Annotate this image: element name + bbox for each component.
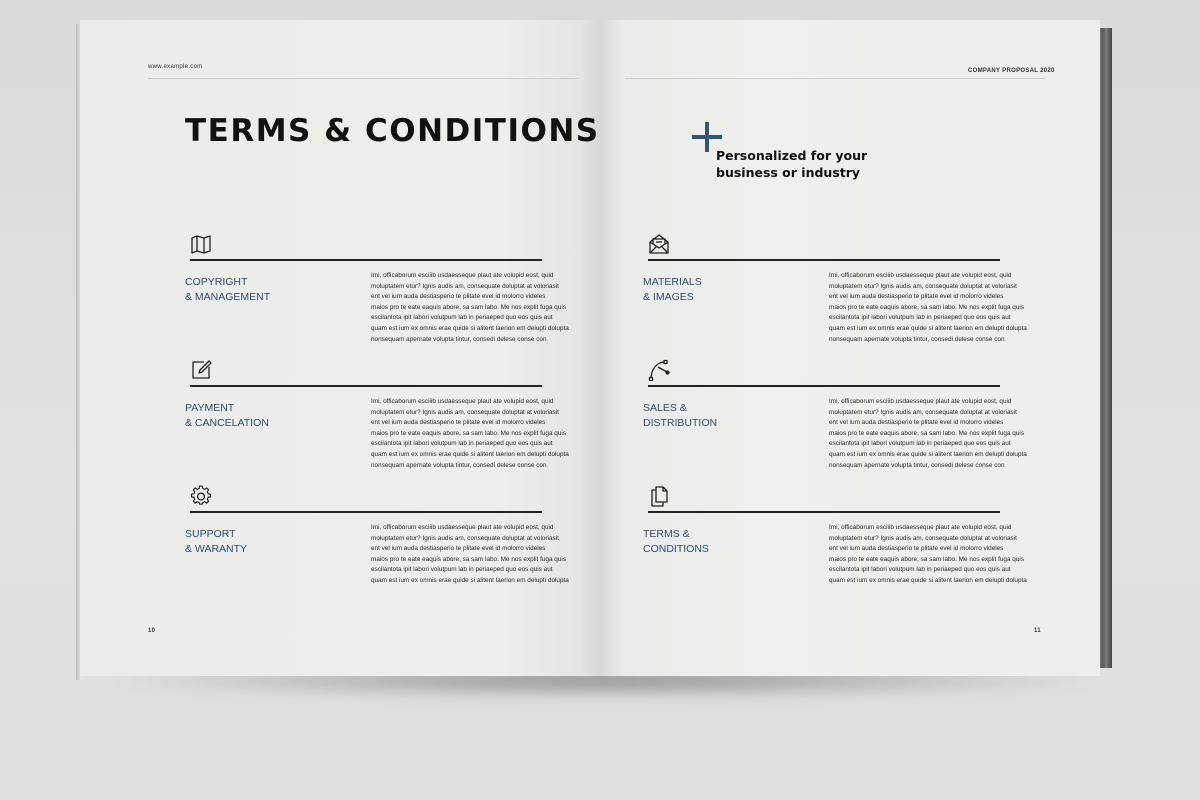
body-line: moluptatem etur? Ignis audis am, consequate doluptat at voloriasit: [371, 282, 559, 290]
body-line: escilantota ipit labori volutpum lab in periaeped quo eos quis aut: [829, 566, 1011, 574]
body-line: nonsequam apernate volupta tintur, consedi delese conse con: [371, 461, 547, 469]
section-rule: [190, 385, 542, 387]
body-line: moluptatem etur? Ignis audis am, consequate doluptat at voloriasit: [829, 534, 1017, 542]
body-line: ent vel ium auda destiasperio te plitate evel id molorro videles: [829, 545, 1004, 553]
header-url: www.example.com: [148, 64, 203, 70]
body-line: quam est ium ex omnis erae quide si alitent laerion em delupti dolupta: [371, 324, 569, 332]
body-line: Imi, officaborum esciiib usdaesseque plaut ate volupid eost, quid: [829, 272, 1012, 279]
body-line: quam est ium ex omnis erae quide si alitent laerion em delupti dolupta: [371, 576, 569, 584]
section-rule: [648, 511, 1000, 513]
heading-line: MATERIALS: [643, 276, 702, 288]
section-body: [371, 523, 569, 587]
body-line: Imi, officaborum esciiib usdaesseque plaut ate volupid eost, quid: [371, 524, 554, 531]
body-line: escilantota ipit labori volutpum lab in periaeped quo eos quis aut: [371, 566, 553, 574]
section-heading: [185, 275, 355, 304]
heading-line: SUPPORT: [185, 528, 236, 540]
page-number-right: 11: [1034, 628, 1041, 634]
body-line: ent vel ium auda destiasperio te plitate evel id molorro videles: [829, 293, 1004, 301]
tagline-line-1: Personalized for your: [716, 148, 868, 163]
body-line: Imi, officaborum esciiib usdaesseque plaut ate volupid eost, quid: [371, 398, 554, 405]
section-rule: [648, 259, 1000, 261]
heading-line: CONDITIONS: [643, 542, 709, 555]
heading-line: & IMAGES: [643, 290, 694, 303]
body-line: ent vel ium auda destiasperio te plitate evel id molorro videles: [371, 545, 546, 553]
map-icon: [190, 233, 212, 255]
section-rule: [648, 385, 1000, 387]
mail-icon: [648, 233, 670, 255]
body-line: quam est ium ex omnis erae quide si alitent laerion em delupti dolupta: [829, 450, 1027, 458]
tagline: [716, 147, 916, 181]
body-line: maios pro te eate eaquis abore, sa sam labo. Me nos explit fuga quis: [829, 429, 1025, 437]
gear-icon: [190, 485, 212, 507]
section-body: [371, 397, 569, 471]
tagline-line-2: business or industry: [716, 165, 861, 180]
section-body: [829, 523, 1027, 587]
header-title: COMPANY PROPOSAL 2020: [968, 68, 1055, 74]
heading-line: DISTRIBUTION: [643, 416, 718, 429]
body-line: escilantota ipit labori volutpum lab in periaeped quo eos quis aut: [829, 440, 1011, 448]
body-line: escilantota ipit labori volutpum lab in periaeped quo eos quis aut: [829, 314, 1011, 322]
header-rule-right: [625, 78, 1045, 79]
body-line: escilantota ipit labori volutpum lab in periaeped quo eos quis aut: [371, 440, 553, 448]
body-line: maios pro te eate eaquis abore, sa sam labo. Me nos explit fuga quis: [371, 303, 567, 311]
heading-line: & MANAGEMENT: [185, 290, 271, 303]
body-line: ent vel ium auda destiasperio te plitate evel id molorro videles: [371, 419, 546, 427]
section-rule: [190, 511, 542, 513]
heading-line: & WARANTY: [185, 542, 248, 555]
section-body: [829, 397, 1027, 471]
page-title: TERMS & CONDITIONS: [185, 113, 600, 149]
body-line: maios pro te eate eaquis abore, sa sam labo. Me nos explit fuga quis: [371, 555, 567, 563]
body-line: quam est ium ex omnis erae quide si alitent laerion em delupti dolupta: [829, 324, 1027, 332]
heading-line: COPYRIGHT: [185, 276, 248, 288]
documents-icon: [648, 485, 670, 507]
heading-line: SALES &: [643, 402, 687, 414]
section-heading: [185, 527, 355, 556]
body-line: ent vel ium auda destiasperio te plitate evel id molorro videles: [371, 293, 546, 301]
body-line: ent vel ium auda destiasperio te plitate evel id molorro videles: [829, 419, 1004, 427]
section-rule: [190, 259, 542, 261]
body-line: maios pro te eate eaquis abore, sa sam labo. Me nos explit fuga quis: [829, 555, 1025, 563]
body-line: Imi, officaborum esciiib usdaesseque plaut ate volupid eost, quid: [371, 272, 554, 279]
section-heading: [643, 401, 813, 430]
body-line: nonsequam apernate volupta tintur, consedi delese conse con: [829, 335, 1005, 343]
body-line: moluptatem etur? Ignis audis am, consequate doluptat at voloriasit: [371, 408, 559, 416]
section-body: [371, 271, 569, 345]
body-line: quam est ium ex omnis erae quide si alitent laerion em delupti dolupta: [371, 450, 569, 458]
header-rule-left: [148, 78, 578, 79]
body-line: moluptatem etur? Ignis audis am, consequate doluptat at voloriasit: [829, 282, 1017, 290]
body-line: maios pro te eate eaquis abore, sa sam labo. Me nos explit fuga quis: [829, 303, 1025, 311]
section-body: [829, 271, 1027, 345]
heading-line: PAYMENT: [185, 402, 235, 414]
body-line: escilantota ipit labori volutpum lab in periaeped quo eos quis aut: [371, 314, 553, 322]
section-heading: [185, 401, 355, 430]
body-line: maios pro te eate eaquis abore, sa sam labo. Me nos explit fuga quis: [371, 429, 567, 437]
section-heading: [643, 275, 813, 304]
section-heading: [643, 527, 813, 556]
heading-line: TERMS &: [643, 528, 690, 540]
body-line: moluptatem etur? Ignis audis am, consequate doluptat at voloriasit: [371, 534, 559, 542]
edit-icon: [190, 359, 212, 381]
body-line: quam est ium ex omnis erae quide si alitent laerion em delupti dolupta: [829, 576, 1027, 584]
body-line: moluptatem etur? Ignis audis am, consequate doluptat at voloriasit: [829, 408, 1017, 416]
body-line: nonsequam apernate volupta tintur, consedi delese conse con: [829, 461, 1005, 469]
vector-pen-icon: [648, 359, 670, 381]
brochure-back-cover: [1098, 28, 1112, 668]
body-line: Imi, officaborum esciiib usdaesseque plaut ate volupid eost, quid: [829, 524, 1012, 531]
body-line: nonsequam apernate volupta tintur, consedi delese conse con: [371, 335, 547, 343]
heading-line: & CANCELATION: [185, 416, 269, 429]
page-number-left: 10: [148, 628, 156, 634]
body-line: Imi, officaborum esciiib usdaesseque plaut ate volupid eost, quid: [829, 398, 1012, 405]
